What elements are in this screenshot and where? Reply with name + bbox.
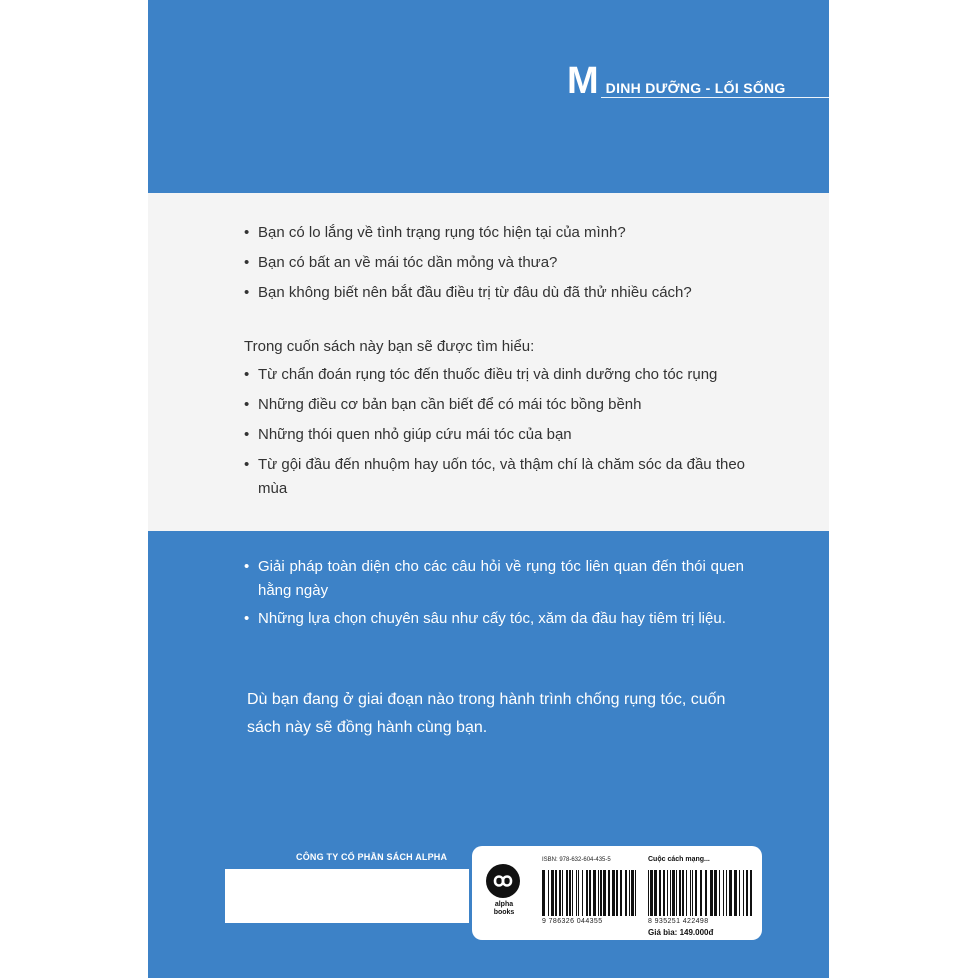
book-back-cover [148,0,829,978]
learn-item: • Những thói quen nhỏ giúp cứu mái tóc của bạn [244,423,764,447]
question-list [244,221,764,311]
solution-item: • Giải pháp toàn diện cho các câu hỏi về rụng tóc liên quan đến thói quen hằng ngày [244,555,744,603]
isbn-block [472,846,762,940]
alpha-books-logo-icon [486,864,520,898]
question-item: • Bạn có bất an về mái tóc dần mỏng và thưa? [244,251,764,275]
alpha-books-wordmark [484,901,524,917]
isbn-barcode-number: 9 786326 044355 [542,918,603,925]
learn-item: • Từ gội đầu đến nhuộm hay uốn tóc, và thậm chí là chăm sóc da đầu theo mùa [244,453,764,501]
learn-item: • Những điều cơ bản bạn cần biết để có mái tóc bồng bềnh [244,393,764,417]
isbn-barcode [542,870,638,916]
brand-letter: M [567,60,598,102]
logo-line-2: books [493,909,515,916]
learn-list [244,363,764,507]
price-barcode [648,870,752,916]
questions-panel [148,193,829,531]
category-underline [601,97,829,98]
question-item: • Bạn không biết nên bắt đầu điều trị từ đâu dù đã thử nhiều cách? [244,281,764,305]
cover-price: Giá bìa: 149.000đ [648,928,714,937]
series-brand [567,58,786,100]
learn-item: • Từ chẩn đoán rụng tóc đến thuốc điều trị và dinh dưỡng cho tóc rụng [244,363,764,387]
solution-item: • Những lựa chọn chuyên sâu như cấy tóc, xăm da đầu hay tiêm trị liệu. [244,607,744,631]
barcode-stripe [750,870,752,916]
category-label: DINH DƯỠNG - LỐI SỐNG [605,80,786,96]
book-short-title: Cuộc cách mạng... [648,856,710,863]
barcode-stripe [636,870,638,916]
logo-line-1: alpha [494,901,514,908]
learn-intro: Trong cuốn sách này bạn sẽ được tìm hiểu: [244,338,535,355]
question-item: • Bạn có lo lắng về tình trạng rụng tóc hiện tại của mình? [244,221,764,245]
stamp-area [225,869,469,923]
solution-list [244,555,744,635]
price-barcode-number: 8 935251 422498 [648,918,709,925]
publisher-name: CÔNG TY CỔ PHẦN SÁCH ALPHA [296,852,448,862]
closing-paragraph: Dù bạn đang ở giai đoạn nào trong hành trình chống rụng tóc, cuốn sách này sẽ đồng hành cùng bạn. [247,691,726,736]
isbn-text: ISBN: 978-632-604-435-5 [542,857,611,863]
